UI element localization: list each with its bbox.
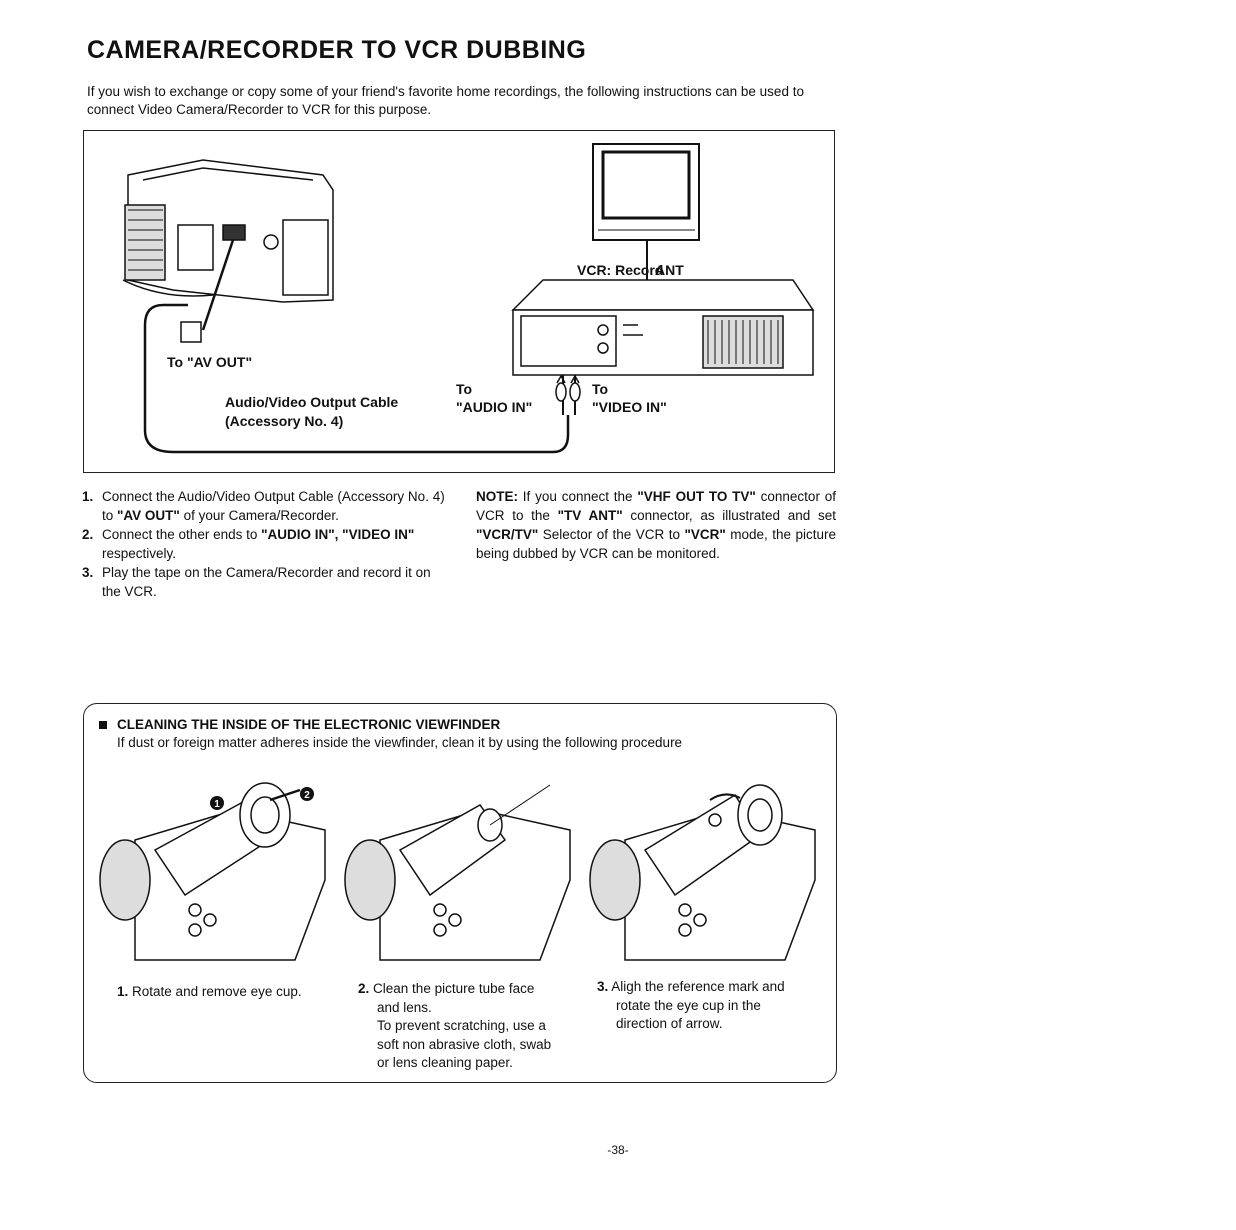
vcr-illustration bbox=[513, 280, 813, 375]
to-video-label: To bbox=[592, 381, 609, 397]
step-item bbox=[82, 563, 452, 601]
viewfinder-step2-illustration bbox=[345, 785, 570, 960]
cleaning-title bbox=[99, 717, 500, 732]
caption-text: Rotate and remove eye cup. bbox=[132, 984, 302, 999]
caption-step-1 bbox=[117, 983, 302, 1002]
note-label: NOTE: bbox=[476, 489, 518, 504]
step-bold-text: "AUDIO IN", "VIDEO IN" bbox=[261, 527, 415, 542]
caption-line: rotate the eye cup in the bbox=[616, 997, 761, 1013]
step-item bbox=[82, 487, 452, 525]
note-bold: "VHF OUT TO TV" bbox=[637, 489, 756, 504]
note-text: Selector of the VCR to bbox=[538, 527, 685, 542]
step-number: 1. bbox=[82, 489, 94, 504]
note-bold: "TV ANT" bbox=[557, 508, 623, 523]
page-title: CAMERA/RECORDER TO VCR DUBBING bbox=[87, 36, 587, 64]
camcorder-illustration bbox=[123, 160, 333, 302]
cleaning-subtitle: If dust or foreign matter adheres inside the viewfinder, clean it by using the following procedure bbox=[117, 735, 683, 750]
step-number: 2. bbox=[82, 527, 94, 542]
audio-in-label: "AUDIO IN" bbox=[456, 399, 533, 415]
note-text: connector, as illustrated and set bbox=[622, 508, 837, 523]
step-text: Play the tape on the Camera/Recorder and record it on the VCR. bbox=[102, 565, 431, 599]
note-bold: "VCR" bbox=[684, 527, 726, 542]
cable-label: Audio/Video Output Cable bbox=[225, 394, 399, 410]
step-text-end: of your Camera/Recorder. bbox=[179, 508, 339, 523]
caption-line: Clean the picture tube face bbox=[373, 981, 535, 996]
viewfinder-illustrations bbox=[95, 770, 835, 970]
step-bold-text: "AV OUT" bbox=[117, 508, 180, 523]
caption-number: 1. bbox=[117, 984, 129, 999]
intro-paragraph: If you wish to exchange or copy some of your friend's favorite home recordings, the following instructions can be used to connect Video Camera/Recorder to VCR for this purpose. bbox=[87, 84, 804, 117]
caption-line: and lens. bbox=[377, 999, 432, 1015]
to-audio-label: To bbox=[456, 381, 473, 397]
caption-number: 2. bbox=[358, 981, 370, 996]
step-text: Connect the Audio/Video Output Cable (Accessory No. 4) to bbox=[102, 489, 445, 523]
note-paragraph bbox=[476, 487, 836, 563]
cable-accessory-label: (Accessory No. 4) bbox=[225, 413, 344, 429]
step-number: 3. bbox=[82, 565, 94, 580]
connection-steps bbox=[82, 487, 452, 601]
caption-line: or lens cleaning paper. bbox=[377, 1055, 513, 1070]
vcr-record-label: VCR: Record bbox=[577, 262, 664, 278]
step-text: Connect the other ends to bbox=[102, 527, 262, 542]
video-in-label: "VIDEO IN" bbox=[592, 399, 667, 415]
caption-number: 3. bbox=[597, 979, 609, 994]
cleaning-title-text: CLEANING THE INSIDE OF THE ELECTRONIC VIEWFINDER bbox=[117, 717, 501, 732]
caption-line: soft non abrasive cloth, swab bbox=[377, 1036, 552, 1052]
callout-2-text: 2 bbox=[304, 790, 310, 801]
caption-line: To prevent scratching, use a bbox=[377, 1018, 546, 1033]
note-bold: "VCR/TV" bbox=[476, 527, 539, 542]
square-bullet-icon bbox=[99, 721, 107, 729]
note-text: mode, the picture being dubbed by VCR can be monitored. bbox=[476, 527, 836, 561]
step-text-end: respectively. bbox=[102, 546, 177, 561]
viewfinder-step3-illustration bbox=[590, 785, 815, 960]
note-text: If you connect the bbox=[518, 489, 638, 504]
note-text: connector of VCR to the bbox=[476, 489, 837, 523]
rca-plugs-icon bbox=[556, 376, 580, 401]
page-number: -38- bbox=[607, 1143, 629, 1157]
caption-line: Aligh the reference mark and bbox=[611, 979, 785, 994]
caption-step-3 bbox=[597, 978, 822, 1034]
to-av-out-label: To "AV OUT" bbox=[167, 354, 253, 370]
callout-1-text: 1 bbox=[214, 799, 220, 810]
step-item bbox=[82, 525, 452, 563]
connection-illustration bbox=[83, 130, 835, 473]
av-plug-icon bbox=[181, 322, 201, 342]
ant-label: ANT bbox=[655, 262, 684, 278]
caption-line: direction of arrow. bbox=[616, 1016, 723, 1031]
viewfinder-step1-illustration bbox=[100, 783, 325, 960]
caption-step-2 bbox=[358, 980, 573, 1073]
